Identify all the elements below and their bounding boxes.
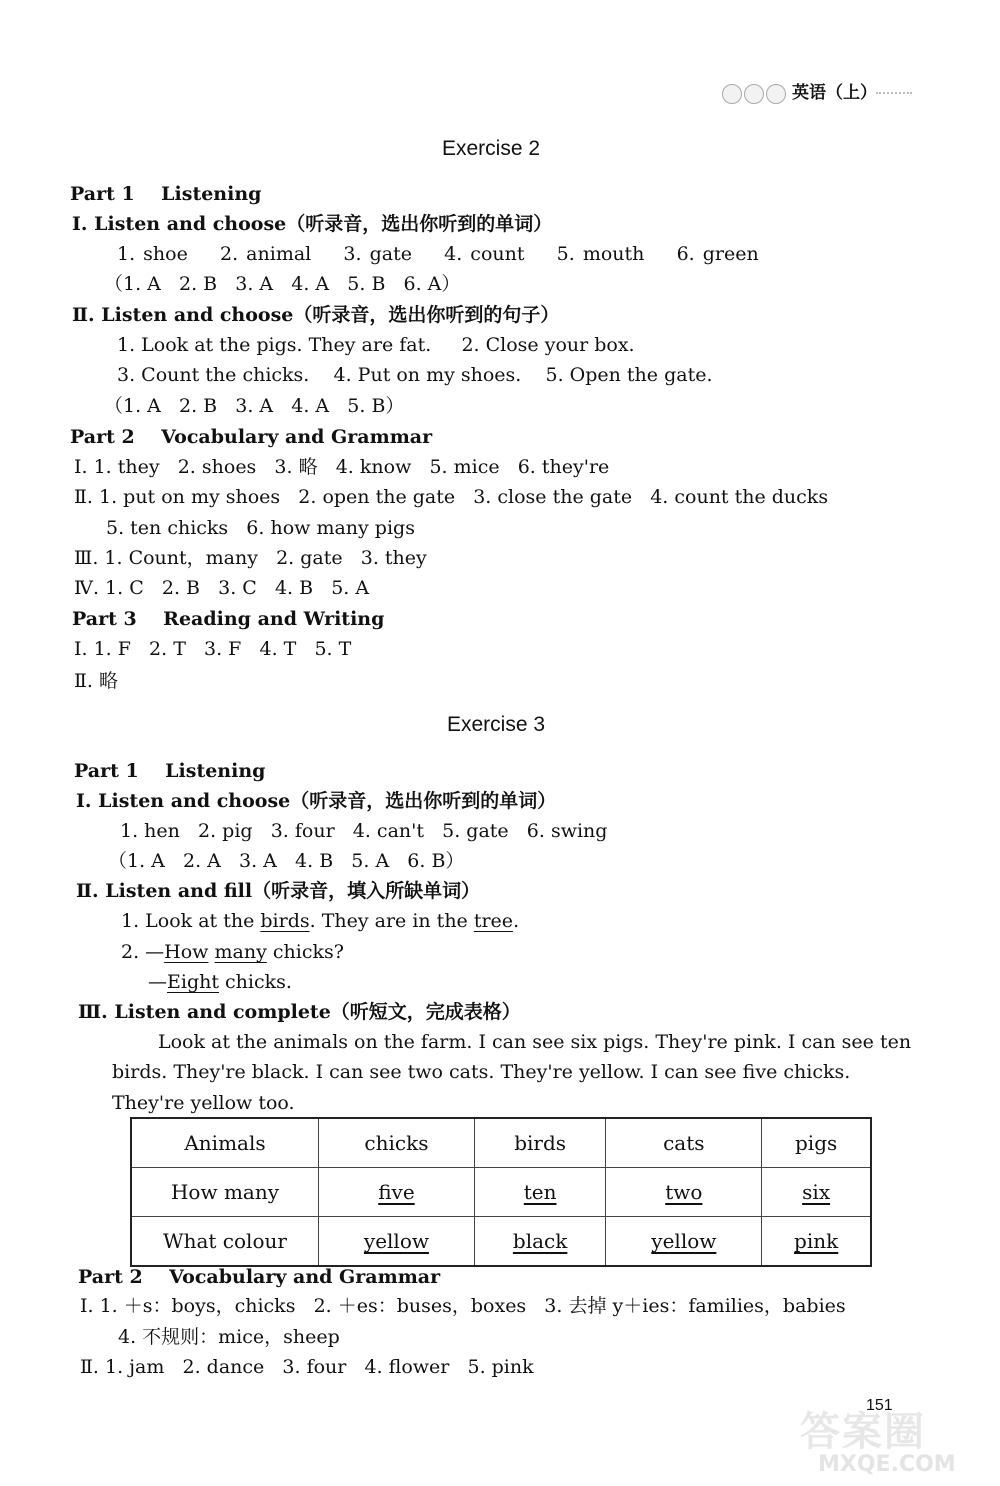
ex2-part1-heading: Part 1 Listening bbox=[70, 183, 262, 205]
ex2-p3-s2: Ⅱ. 略 bbox=[74, 670, 118, 692]
answer-item: 4. count bbox=[444, 243, 525, 265]
ex3-s2-line3 bbox=[148, 973, 292, 992]
section-title: Listen and complete（听短文，完成表格） bbox=[114, 1001, 521, 1023]
ex2-p2-s1: Ⅰ. 1. they 2. shoes 3. 略 4. know 5. mice 6. they're bbox=[74, 456, 610, 478]
ex3-passage-line3: They're yellow too. bbox=[112, 1092, 295, 1114]
section-title: Listen and choose（听录音，选出你听到的单词） bbox=[94, 213, 553, 235]
text-run: 2. — bbox=[121, 941, 165, 963]
filled-blank: six bbox=[802, 1180, 831, 1204]
header-dots bbox=[876, 92, 912, 94]
ex2-p1-s1-answers: （1. A 2. B 3. A 4. A 5. B 6. A） bbox=[104, 273, 461, 295]
ex2-p1-s1-words bbox=[117, 245, 759, 264]
page-number: 151 bbox=[866, 1397, 893, 1414]
ex2-p1-s1-heading bbox=[72, 215, 552, 234]
text-run: chicks. bbox=[218, 971, 292, 993]
text-run: chicks? bbox=[266, 941, 344, 963]
ex2-part3-heading: Part 3 Reading and Writing bbox=[72, 608, 385, 630]
text-run: — bbox=[148, 971, 167, 993]
table-cell bbox=[606, 1168, 762, 1217]
answer-item: 5. mouth bbox=[556, 243, 645, 265]
text-run: . bbox=[513, 910, 520, 932]
filled-blank: black bbox=[512, 1229, 568, 1253]
filled-blank: two bbox=[665, 1180, 703, 1204]
watermark-logo: 答案圈 bbox=[800, 1409, 926, 1455]
ex2-p2-s2a: Ⅱ. 1. put on my shoes 2. open the gate 3. close the gate 4. count the ducks bbox=[74, 486, 829, 508]
filled-blank: five bbox=[378, 1180, 415, 1204]
ex3-part1-heading: Part 1 Listening bbox=[74, 760, 266, 782]
filled-blank: Eight bbox=[167, 971, 219, 993]
section-title: Listen and fill（听录音，填入所缺单词） bbox=[105, 880, 481, 902]
animals-table bbox=[130, 1117, 872, 1267]
ex3-s1-answers: （1. A 2. A 3. A 4. B 5. A 6. B） bbox=[108, 850, 465, 872]
table-row bbox=[131, 1168, 871, 1217]
answer-item: 6. green bbox=[676, 243, 759, 265]
header-title: 英语（上） bbox=[792, 83, 877, 103]
answer-item: 3. gate bbox=[343, 243, 412, 265]
section-number: Ⅱ. bbox=[76, 880, 99, 902]
ex3-s1-heading bbox=[76, 792, 556, 811]
table-cell: chicks bbox=[319, 1118, 475, 1168]
section-title: Listen and choose（听录音，选出你听到的单词） bbox=[98, 790, 557, 812]
filled-blank: pink bbox=[794, 1229, 839, 1253]
ex2-p1-s2-line1: 1. Look at the pigs. They are fat. 2. Close your box. bbox=[117, 334, 635, 356]
filled-blank: birds bbox=[260, 910, 310, 932]
answer-item: 1. shoe bbox=[117, 243, 188, 265]
ex2-p2-s4: Ⅳ. 1. C 2. B 3. C 4. B 5. A bbox=[74, 577, 370, 599]
ex3-passage-line2: birds. They're black. I can see two cats. They're yellow. I can see five chicks. bbox=[112, 1061, 851, 1083]
section-title: Listen and choose（听录音，选出你听到的句子） bbox=[101, 304, 560, 326]
ex3-passage-line1: Look at the animals on the farm. I can see six pigs. They're pink. I can see ten bbox=[158, 1031, 912, 1053]
section-number: Ⅱ. bbox=[72, 304, 95, 326]
text-run: 1. Look at the bbox=[121, 910, 261, 932]
answer-item: 2. animal bbox=[220, 243, 312, 265]
filled-blank: tree bbox=[473, 910, 514, 932]
table-cell bbox=[319, 1168, 475, 1217]
ex2-p3-s1: Ⅰ. 1. F 2. T 3. F 4. T 5. T bbox=[74, 638, 352, 660]
filled-blank: yellow bbox=[651, 1229, 717, 1253]
table-cell bbox=[762, 1168, 871, 1217]
table-row bbox=[131, 1118, 871, 1168]
ex3-p2-s1a: Ⅰ. 1. ＋s：boys，chicks 2. ＋es：buses，boxes 3. 去掉 y＋ies：families，babies bbox=[80, 1295, 846, 1317]
header-decoration bbox=[722, 84, 792, 102]
ex3-s2-line2 bbox=[121, 943, 344, 962]
ex3-s3-heading bbox=[78, 1003, 521, 1022]
table-cell bbox=[474, 1217, 606, 1267]
filled-blank: yellow bbox=[363, 1229, 429, 1253]
ex3-s2-heading bbox=[76, 882, 480, 901]
table-cell: How many bbox=[131, 1168, 319, 1217]
table-cell: Animals bbox=[131, 1118, 319, 1168]
running-header bbox=[716, 76, 916, 106]
ex2-p2-s2b: 5. ten chicks 6. how many pigs bbox=[106, 517, 415, 539]
section-number: Ⅰ. bbox=[72, 213, 88, 235]
filled-blank: ten bbox=[523, 1180, 557, 1204]
ex3-part2-heading: Part 2 Vocabulary and Grammar bbox=[78, 1266, 441, 1288]
ex2-p1-s2-line2: 3. Count the chicks. 4. Put on my shoes. 5. Open the gate. bbox=[117, 364, 713, 386]
exercise-3-title: Exercise 3 bbox=[447, 713, 546, 736]
ex3-p2-s1b: 4. 不规则：mice，sheep bbox=[118, 1326, 340, 1348]
table-row bbox=[131, 1217, 871, 1267]
ex3-p2-s2: Ⅱ. 1. jam 2. dance 3. four 4. flower 5. pink bbox=[80, 1356, 534, 1378]
ex2-part2-heading: Part 2 Vocabulary and Grammar bbox=[70, 426, 433, 448]
table-cell: birds bbox=[474, 1118, 606, 1168]
watermark-url: MXQE.COM bbox=[818, 1452, 956, 1477]
ex2-p1-s2-answers: （1. A 2. B 3. A 4. A 5. B） bbox=[104, 395, 405, 417]
table-cell: pigs bbox=[762, 1118, 871, 1168]
table-cell: What colour bbox=[131, 1217, 319, 1267]
table-cell bbox=[474, 1168, 606, 1217]
table-cell bbox=[606, 1217, 762, 1267]
table-cell bbox=[762, 1217, 871, 1267]
section-number: Ⅰ. bbox=[76, 790, 92, 812]
ex3-s2-line1 bbox=[121, 912, 519, 931]
text-run: . They are in the bbox=[309, 910, 474, 932]
exercise-2-title: Exercise 2 bbox=[442, 137, 541, 160]
filled-blank: many bbox=[214, 941, 267, 963]
ex2-p1-s2-heading bbox=[72, 306, 559, 325]
section-number: Ⅲ. bbox=[78, 1001, 108, 1023]
table-cell bbox=[319, 1217, 475, 1267]
filled-blank: How bbox=[164, 941, 209, 963]
table-cell: cats bbox=[606, 1118, 762, 1168]
watermark bbox=[800, 1400, 995, 1480]
ex2-p2-s3: Ⅲ. 1. Count，many 2. gate 3. they bbox=[74, 547, 427, 569]
ex3-s1-words: 1. hen 2. pig 3. four 4. can't 5. gate 6. swing bbox=[120, 820, 608, 842]
